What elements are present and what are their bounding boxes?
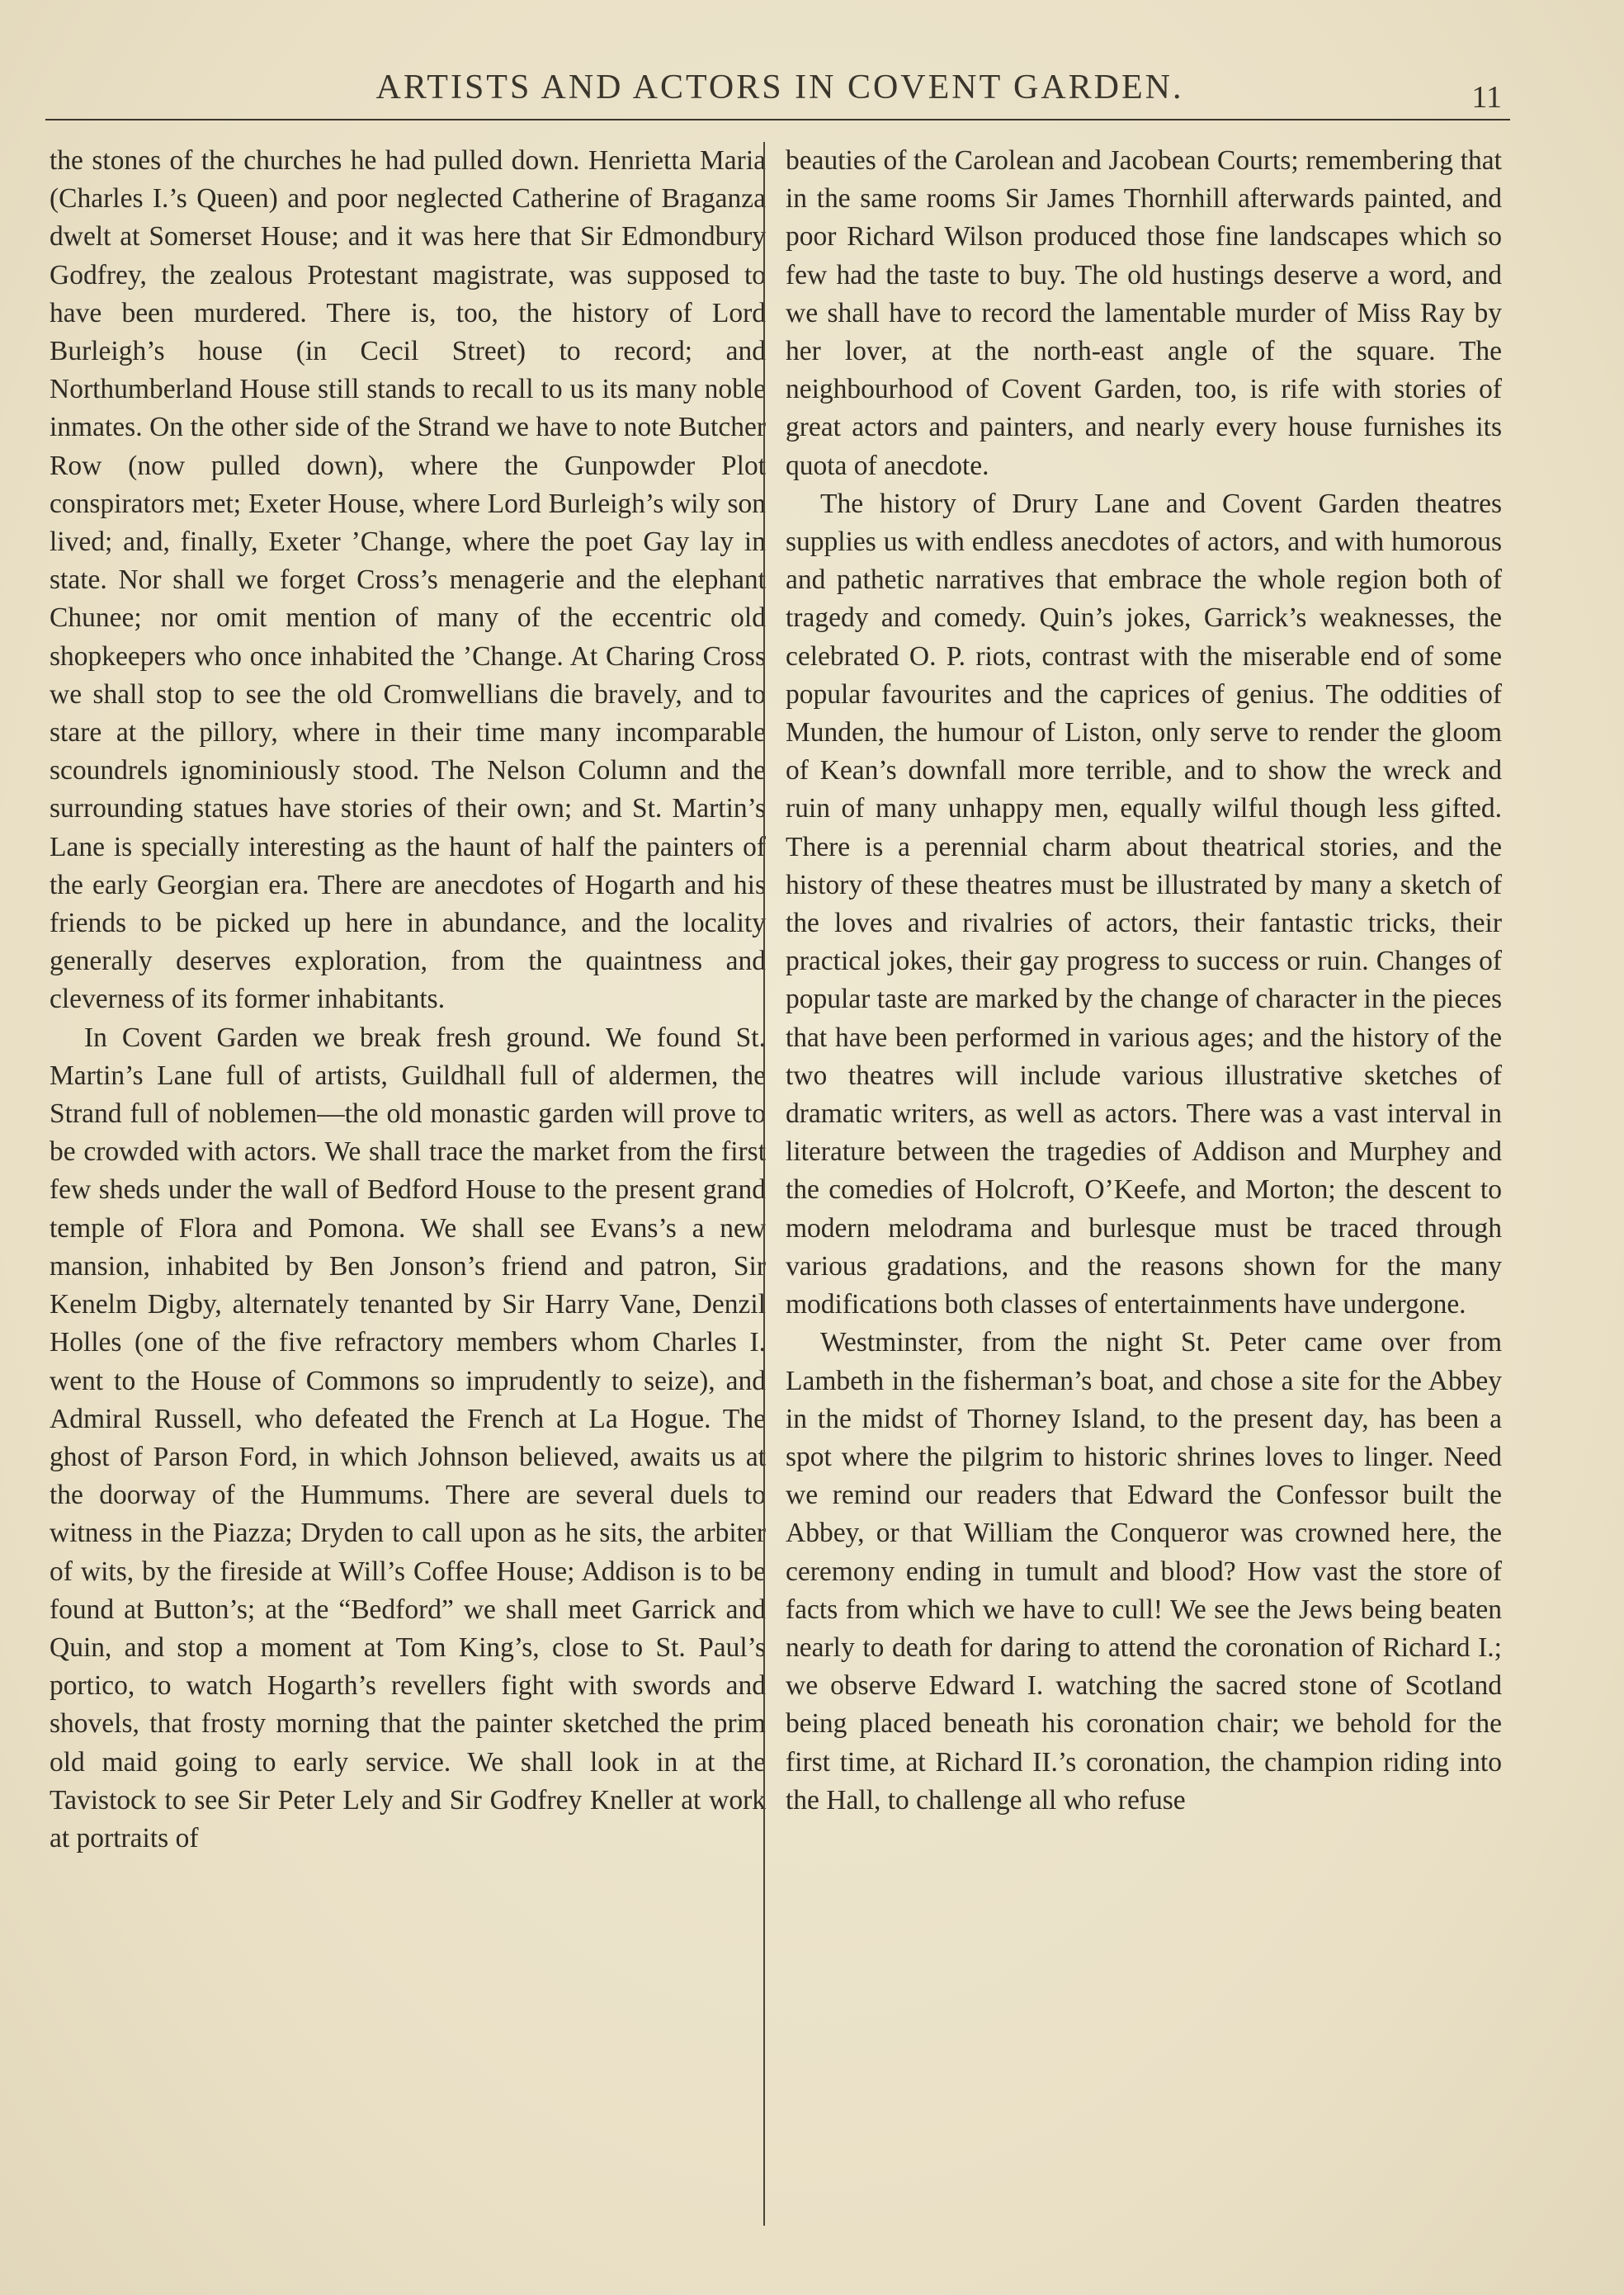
paragraph: In Covent Garden we break fresh ground. We found St. Martin’s Lane full of artists, Guildhall full of aldermen, the Strand full of noblemen—the old monastic garden will prove to be crowded with actors. We shall trace the market from the first few sheds under the wall of Bedford House to the present grand temple of Flora and Pomona. We shall see Evans’s a new mansion, inhabited by Ben Jonson’s friend and patron, Sir Kenelm Digby, alternately tenanted by Sir Harry Vane, Denzil Holles (one of the five refractory members whom Charles I. went to the House of Commons so imprudently to seize), and Admiral Russell, who defeated the French at La Hogue. The ghost of Parson Ford, in which Johnson believed, awaits us at the doorway of the Hummums. There are several duels to witness in the Piazza; Dryden to call upon as he sits, the arbiter of wits, by the fireside at Will’s Coffee House; Addison is to be found at Button’s; at the “Bedford” we shall meet Garrick and Quin, and stop a moment at Tom King’s, close to St. Paul’s portico, to watch Hogarth’s revellers fight with swords and shovels, that frosty morning that the painter sketched the prim old maid going to early service. We shall look in at the Tavistock to see Sir Peter Lely and Sir Godfrey Kneller at work at portraits of xyxy=(50,1022,766,1853)
right-column xyxy=(786,142,1502,2255)
paragraph: Westminster, from the night St. Peter came over from Lambeth in the fisherman’s boat, and chose a site for the Abbey in the midst of Thorney Island, to the present day, has been a spot where the pilgrim to historic shrines loves to linger. Need we remind our readers that Edward the Confessor built the Abbey, or that William the Conqueror was crowned here, the ceremony ending in tumult and blood? How vast the store of facts from which we have to cull! We see the Jews being beaten nearly to death for daring to attend the coronation of Richard I.; we observe Edward I. watching the sacred stone of Scotland being placed beneath his coronation chair; we behold for the first time, at Richard II.’s coronation, the champion riding into the Hall, to challenge all who refuse xyxy=(786,1327,1502,1816)
paragraph: the stones of the churches he had pulled down. Henrietta Maria (Charles I.’s Queen) and poor neglected Catherine of Braganza dwelt at Somerset House; and it was here that Sir Edmondbury Godfrey, the zealous Protestant magistrate, was supposed to have been murdered. There is, too, the history of Lord Burleigh’s house (in Cecil Street) to record; and Northumberland House still stands to recall to us its many noble inmates. On the other side of the Strand we have to note Butcher Row (now pulled down), where the Gunpowder Plot conspirators met; Exeter House, where Lord Burleigh’s wily son lived; and, finally, Exeter ’Change, where the poet Gay lay in state. Nor shall we forget Cross’s menagerie and the elephant Chunee; nor omit mention of many of the eccentric old shopkeepers who once inhabited the ’Change. At Charing Cross we shall stop to see the old Cromwellians die bravely, and to stare at the pillory, where in their time many incomparable scoundrels ignominiously stood. The Nelson Column and the surrounding statues have stories of their own; and St. Martin’s Lane is specially interesting as the haunt of half the painters of the early Georgian era. There are anecdotes of Hogarth and his friends to be picked up here in abundance, and the locality generally deserves exploration, from the quaintness and cleverness of its former inhabitants. xyxy=(50,145,766,1015)
paragraph: The history of Drury Lane and Covent Garden theatres supplies us with endless anecdotes of actors, and with humorous and pathetic narratives that embrace the whole region both of tragedy and comedy. Quin’s jokes, Garrick’s weaknesses, the celebrated O. P. riots, contrast with the miserable end of some popular favourites and the caprices of genius. The oddities of Munden, the humour of Liston, only serve to render the gloom of Kean’s downfall more terrible, and to show the wreck and ruin of many unhappy men, equally wilful though less gifted. There is a perennial charm about theatrical stories, and the history of these theatres must be illustrated by many a sketch of the loves and rivalries of actors, their fantastic tricks, their practical jokes, their gay progress to success or ruin. Changes of popular taste are marked by the change of character in the pieces that have been performed in various ages; and the history of the two theatres will include various illustrative sketches of dramatic writers, as well as actors. There was a vast interval in literature between the tragedies of Addison and Murphey and the comedies of Holcroft, O’Keefe, and Morton; the descent to modern melodrama and burlesque must be traced through various gradations, and the reasons shown for the many modifications both classes of entertainments have undergone. xyxy=(786,488,1502,1320)
page-number: 11 xyxy=(1471,80,1502,115)
column-divider xyxy=(763,142,765,2226)
paragraph: beauties of the Carolean and Jacobean Courts; remembering that in the same rooms Sir James Thornhill afterwards painted, and poor Richard Wilson produced those fine landscapes which so few had the taste to buy. The old hustings deserve a word, and we shall have to record the lamentable murder of Miss Ray by her lover, at the north-east angle of the square. The neighbourhood of Covent Garden, too, is rife with stories of great actors and painters, and nearly every house furnishes its quota of anecdote. xyxy=(786,145,1502,481)
header-rule xyxy=(45,119,1510,120)
running-header: ARTISTS AND ACTORS IN COVENT GARDEN. xyxy=(375,68,1184,106)
left-column xyxy=(50,142,766,2255)
